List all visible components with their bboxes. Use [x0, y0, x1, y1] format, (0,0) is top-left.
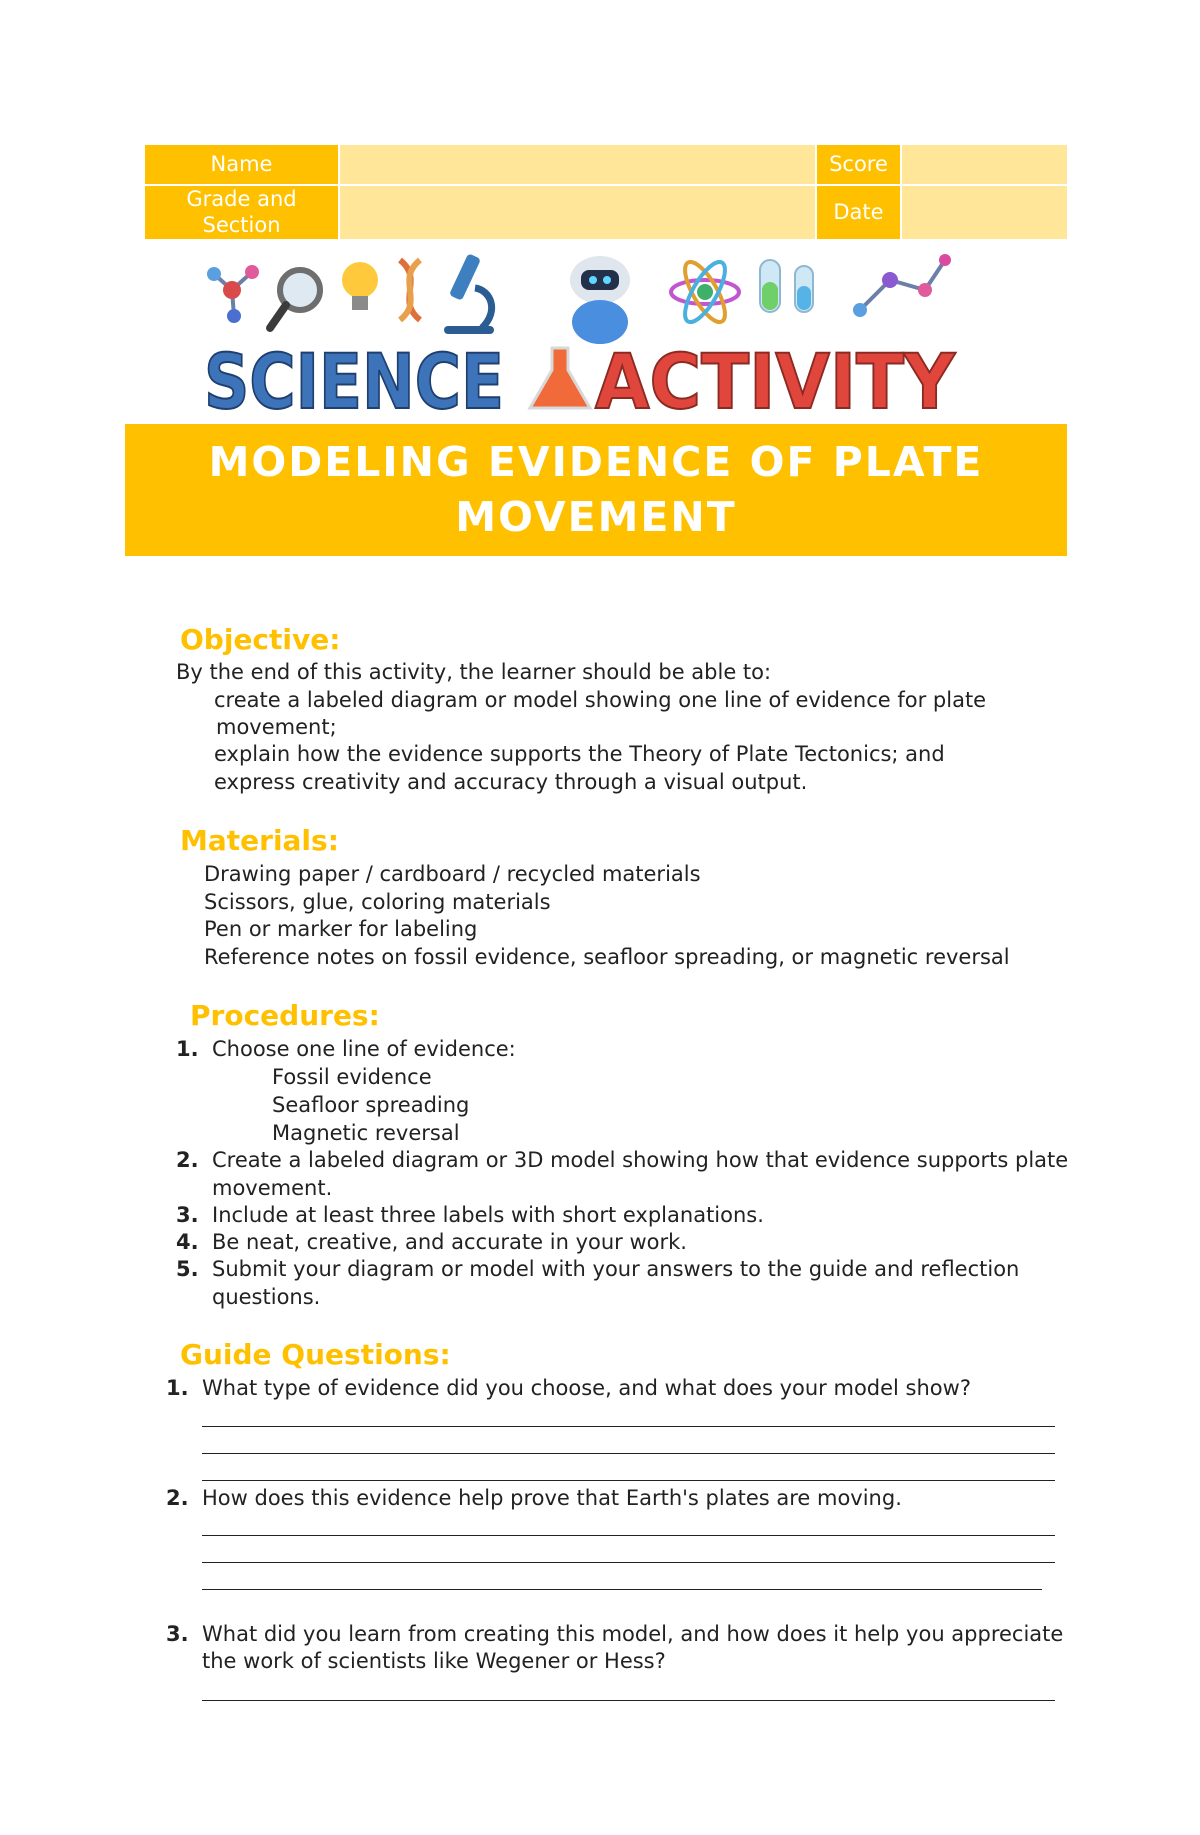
step-text-continued: questions. — [212, 1285, 321, 1309]
materials-item: Scissors, glue, coloring materials — [204, 890, 551, 914]
step-number: 4. — [176, 1230, 199, 1254]
question-text: What type of evidence did you choose, and what does your model show? — [202, 1376, 971, 1400]
materials-heading: Materials: — [180, 824, 339, 857]
robot-icon — [570, 256, 630, 344]
molecule-icon — [207, 265, 259, 323]
grade-section-field[interactable] — [339, 185, 816, 240]
step-number: 1. — [176, 1037, 199, 1061]
step-text: Create a labeled diagram or 3D model showing how that evidence supports plate — [212, 1148, 1069, 1172]
test-tubes-icon — [760, 260, 813, 312]
objective-heading: Objective: — [180, 623, 341, 656]
step-text: Choose one line of evidence: — [212, 1037, 516, 1061]
flask-icon — [530, 348, 590, 408]
answer-line[interactable] — [202, 1562, 1055, 1563]
molecule-right-icon — [853, 254, 951, 317]
answer-line[interactable] — [202, 1700, 1055, 1701]
microscope-icon — [448, 253, 492, 330]
materials-item: Drawing paper / cardboard / recycled materials — [204, 862, 701, 886]
banner-word-activity: ACTIVITY — [595, 337, 956, 422]
objective-item-continued: movement; — [216, 715, 337, 739]
evidence-option: Fossil evidence — [272, 1065, 432, 1089]
evidence-option: Seafloor spreading — [272, 1093, 470, 1117]
step-text-continued: movement. — [212, 1176, 333, 1200]
step-number: 5. — [176, 1257, 199, 1281]
question-number: 1. — [166, 1376, 189, 1400]
question-text: How does this evidence help prove that Earth's plates are moving. — [202, 1486, 902, 1510]
name-label: Name — [144, 144, 339, 185]
objective-item: create a labeled diagram or model showing one line of evidence for plate — [214, 688, 987, 712]
atom-icon — [671, 257, 739, 328]
answer-line[interactable] — [202, 1589, 1042, 1590]
step-text: Submit your diagram or model with your answers to the guide and reflection — [212, 1257, 1020, 1281]
science-activity-banner — [200, 250, 990, 422]
step-number: 2. — [176, 1148, 199, 1172]
answer-line[interactable] — [202, 1480, 1055, 1481]
step-number: 3. — [176, 1203, 199, 1227]
name-field[interactable] — [339, 144, 816, 185]
answer-line[interactable] — [202, 1453, 1055, 1454]
student-info-table — [143, 143, 1069, 241]
materials-item: Pen or marker for labeling — [204, 917, 478, 941]
banner-word-science: SCIENCE — [204, 337, 504, 422]
magnifier-icon — [270, 270, 320, 328]
date-field[interactable] — [901, 185, 1068, 240]
activity-title-box — [125, 424, 1067, 556]
score-field[interactable] — [901, 144, 1068, 185]
activity-title: MODELING EVIDENCE OF PLATE MOVEMENT — [208, 438, 984, 541]
guide-questions-heading: Guide Questions: — [180, 1338, 451, 1371]
procedures-heading: Procedures: — [190, 999, 380, 1032]
objective-intro: By the end of this activity, the learner should be able to: — [176, 660, 772, 684]
objective-item: explain how the evidence supports the Theory of Plate Tectonics; and — [214, 742, 945, 766]
question-number: 3. — [166, 1622, 189, 1646]
dna-icon — [400, 260, 420, 320]
step-text: Be neat, creative, and accurate in your work. — [212, 1230, 687, 1254]
question-number: 2. — [166, 1486, 189, 1510]
answer-line[interactable] — [202, 1535, 1055, 1536]
lightbulb-icon — [342, 262, 378, 310]
question-text: What did you learn from creating this model, and how does it help you appreciate — [202, 1622, 1064, 1646]
objective-item: express creativity and accuracy through a visual output. — [214, 770, 808, 794]
grade-section-label: Grade and Section — [144, 185, 339, 240]
score-label: Score — [816, 144, 901, 185]
question-text-continued: the work of scientists like Wegener or Hess? — [202, 1649, 666, 1673]
date-label: Date — [816, 185, 901, 240]
answer-line[interactable] — [202, 1426, 1055, 1427]
evidence-option: Magnetic reversal — [272, 1121, 460, 1145]
step-text: Include at least three labels with short explanations. — [212, 1203, 764, 1227]
materials-item: Reference notes on fossil evidence, seafloor spreading, or magnetic reversal — [204, 945, 1010, 969]
